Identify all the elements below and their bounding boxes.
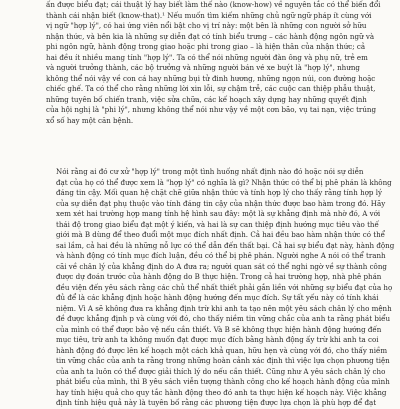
- text-line: thái độ trong giao biểu đạt một ý kiến, và hai là sự can thiệp định hướng mục tiêu vào thế: [56, 219, 379, 229]
- text-line: không thể nói vậy về con cá hay những bụi tử đinh hương, những ngọn núi, con đường hoặc: [46, 73, 376, 83]
- text-line: thành cái nhận biết (know-that).¹ Nếu muốn tìm kiếm những chủ ngữ ngữ pháp ít cùng với: [46, 10, 372, 20]
- text-line: của anh ta luôn có thể được giải thích lý do nếu cần thiết. Cũng như A yêu sách chân lý cho: [56, 366, 386, 376]
- text-line: đều viện đến yêu sách rằng các chủ thể nhất thiết phải gắn liền với những sự biểu đạt của họ: [56, 282, 393, 292]
- text-line: hai đều ít nhiều mang tính "hợp lý". Ta có thể nói những người đàn ông và phụ nữ, trẻ em: [46, 52, 368, 62]
- text-line: và người trưởng thành, các bộ trưởng và những người bán vé xe buýt là "hợp lý", nhưng: [46, 63, 360, 72]
- paragraph-2: [46, 167, 395, 409]
- text-line: hành động đó được lên kế hoạch một cách khả quan, hữu hẹn và cùng với đó, cho thấy niềm: [56, 345, 388, 355]
- text-line: định tính hiệu quả này là tuyên bố rằng các phương tiện được lựa chọn là phù hợp để đạt: [56, 398, 377, 407]
- text-line: ấn được biểu đạt; cái thuật lý hay biết làm thế nào (know-how) về nguyên tắc có thể biến đổi: [46, 0, 381, 9]
- text-line: sai lầm, cả hai đều là những nỗ lực có thể dẫn đến thất bại. Cả hai sự biểu đạt này, hành động: [56, 240, 395, 250]
- text-line: vị ngữ "hợp lý", có hai ứng viên nổi bật cho vị trí này: một bên là những con người sở hữu: [46, 21, 367, 30]
- text-line: được dự đoán trước của hành động do B thực hiện. Trong cả hai trường hợp, nhà phê phán: [56, 272, 382, 281]
- paragraph-1: [46, 0, 381, 126]
- text-line: tin vững chắc của anh ta rằng trong những hoàn cảnh xác định thì việc lựa chọn phương tiện: [56, 356, 390, 365]
- text-line: của hội nghị là "phi lý", nhưng không thể nói như vậy về một cơn bão, vụ tai nạn, việc trúng: [46, 105, 377, 114]
- text-line: xổ số hay một căn bệnh.: [46, 115, 134, 125]
- text-line: những tuyên bố chiến tranh, việc sửa chữa, các kế hoạch xây dựng hay những quyết định: [46, 94, 367, 104]
- text-line: đáng tin cậy. Mối quan hệ chặt chẽ giữa nhận thức và tính hợp lý cho thấy rằng tính hợp lý: [56, 188, 382, 197]
- text-line: phi ngôn ngữ, hành động trong giao hoặc phi trong giao – là hiện thân của nhận thức; cả: [46, 42, 366, 51]
- text-line: hay tính hiệu quả cho quy tắc hành động theo đó anh ta thực hiện kế hoạch này. Việc khẳng: [56, 387, 387, 397]
- text-line: đủ để là các khẳng định hoặc hành động hướng đến mục đích. Sự tất yếu này có tính khái: [56, 293, 379, 302]
- text-line: của mình có thể được bảo vệ nếu cần thiết. Và B sẽ không thực hiện hành động hướng đến: [56, 324, 382, 334]
- text-line: cãi về chân lý của khẳng định do A đưa ra; người quan sát có thể nghi ngờ về sự thành công: [56, 261, 387, 271]
- text-line: phát biểu của mình, thì B yêu sách viễn tượng thành công cho kế hoạch hành động của mình: [56, 377, 390, 386]
- text-line: mục tiêu, trừ anh ta không muốn đạt được mục đích bằng hành động ấy trừ khi anh ta coi: [56, 335, 379, 344]
- text-line: niệm. Vì A sẽ không đưa ra khẳng định trừ khi anh ta tạo nên một yêu sách chân lý cho mệnh: [56, 303, 392, 313]
- text-line: chiếc ghế. Ta có thể cho rằng những lời xin lỗi, sự chậm trễ, các cuộc can thiệp phẫu thuật,: [46, 84, 376, 93]
- text-line: đạt của họ có thể được xem là "hợp lý" có nghĩa là gì? Nhận thức có thể bị phê phán là không: [56, 177, 392, 187]
- text-line: nhận thức, và bên kia là những sự diễn đạt có tính biểu trưng – các hành động ngôn ngữ và: [46, 31, 375, 41]
- text-line: giới mà B dùng để theo đuổi một mục đích nhất định. Cả hai đều bao hàm nhận thức có thể: [56, 230, 386, 239]
- text-line: xem xét hai trường hợp mang tính hệ hình sau đây: một là sự khẳng định mà nhờ đó, A với: [56, 209, 381, 218]
- text-line: Nói rằng ai đó cư xử "hợp lý" trong một tình huống nhất định nào đó hoặc nói sự diễn: [56, 167, 364, 176]
- text-line: đề được khẳng định p và cùng với đó, cho thấy niềm tin vững chắc của anh ta rằng phát biểu: [56, 314, 391, 323]
- text-line: của sự diễn đạt phụ thuộc vào tính đáng tin cậy của nhận thức được bao hàm trong đó. Hãy: [56, 198, 386, 208]
- text-line: và hành động có tính mục đích luận, đều có thể bị phê phán. Người nghe A nói có thể tranh: [56, 251, 386, 260]
